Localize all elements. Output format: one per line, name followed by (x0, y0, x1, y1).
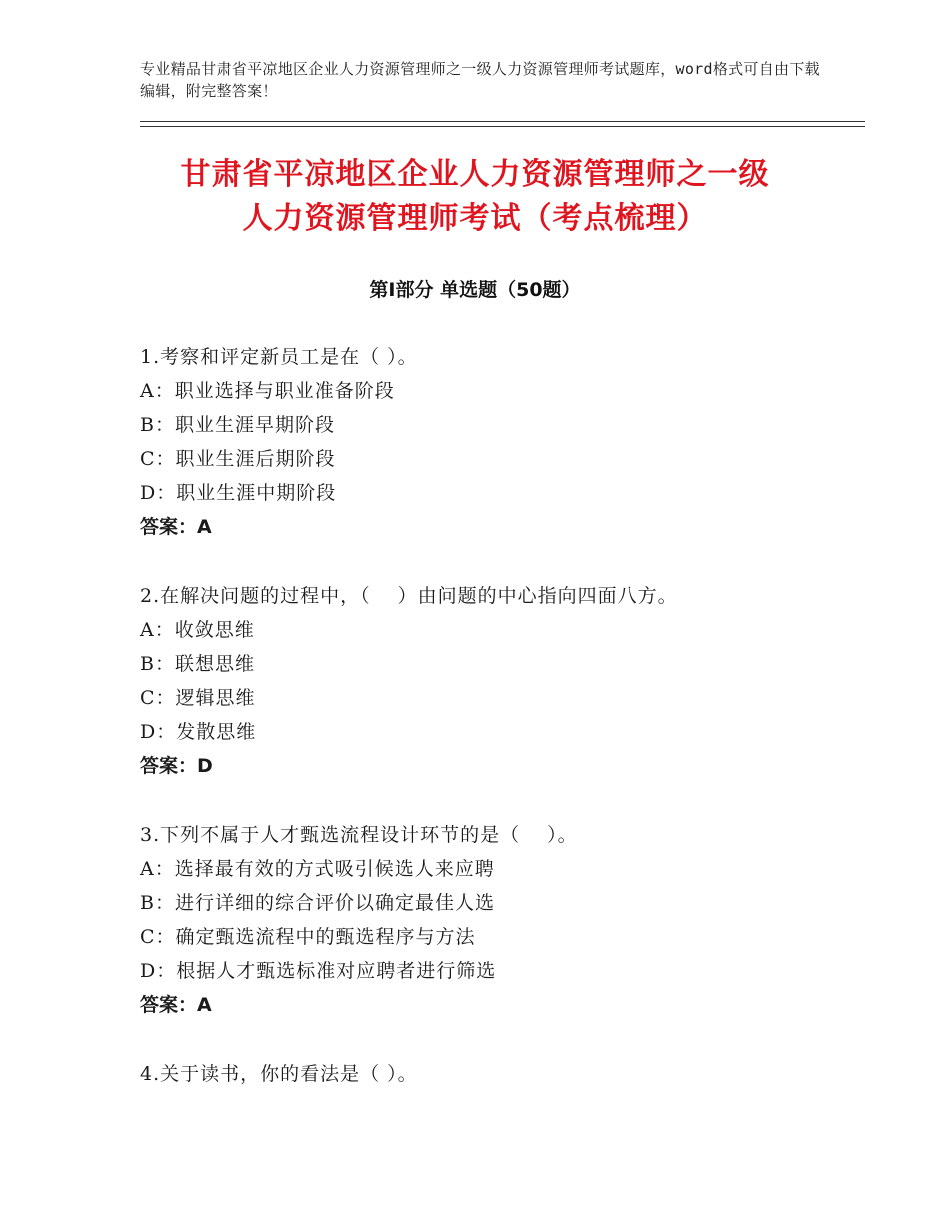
question-stem: 4.关于读书，你的看法是（ ）。 (140, 1063, 418, 1085)
option-a: A：收敛思维 (140, 619, 255, 641)
option-a: A：职业选择与职业准备阶段 (140, 380, 395, 402)
option-b: B：职业生涯早期阶段 (140, 414, 335, 436)
answer: 答案：D (140, 755, 213, 777)
spacer (140, 544, 860, 579)
option-c: C：逻辑思维 (140, 687, 256, 709)
option-d: D：根据人才甄选标准对应聘者进行筛选 (140, 960, 497, 982)
option-a: A：选择最有效的方式吸引候选人来应聘 (140, 858, 495, 880)
question-2 (140, 579, 860, 783)
option-c: C：职业生涯后期阶段 (140, 448, 336, 470)
header-divider (140, 121, 865, 127)
option-b: B：进行详细的综合评价以确定最佳人选 (140, 892, 495, 914)
header-note: 专业精品甘肃省平凉地区企业人力资源管理师之一级人力资源管理师考试题库，word格式可自由下载编辑，附完整答案！ (140, 60, 820, 100)
question-1 (140, 340, 860, 544)
question-4 (140, 1057, 860, 1091)
option-b: B：联想思维 (140, 653, 255, 675)
spacer (140, 1022, 860, 1057)
section-title: 第Ⅰ部分 单选题（50题） (369, 279, 581, 301)
answer: 答案：A (140, 994, 212, 1016)
spacer (140, 783, 860, 818)
question-stem: 2.在解决问题的过程中，（ ）由问题的中心指向四面八方。 (140, 585, 678, 607)
option-d: D：发散思维 (140, 721, 257, 743)
option-c: C：确定甄选流程中的甄选程序与方法 (140, 926, 476, 948)
question-list (140, 340, 860, 1091)
question-stem: 1.考察和评定新员工是在（ ）。 (140, 346, 418, 368)
question-3 (140, 818, 860, 1022)
option-d: D：职业生涯中期阶段 (140, 482, 337, 504)
title-line-2: 人力资源管理师考试（考点梳理） (242, 201, 708, 236)
question-stem: 3.下列不属于人才甄选流程设计环节的是（ ）。 (140, 824, 578, 846)
answer: 答案：A (140, 516, 212, 538)
document-title (100, 153, 850, 241)
title-line-1: 甘肃省平凉地区企业人力资源管理师之一级 (180, 157, 770, 192)
